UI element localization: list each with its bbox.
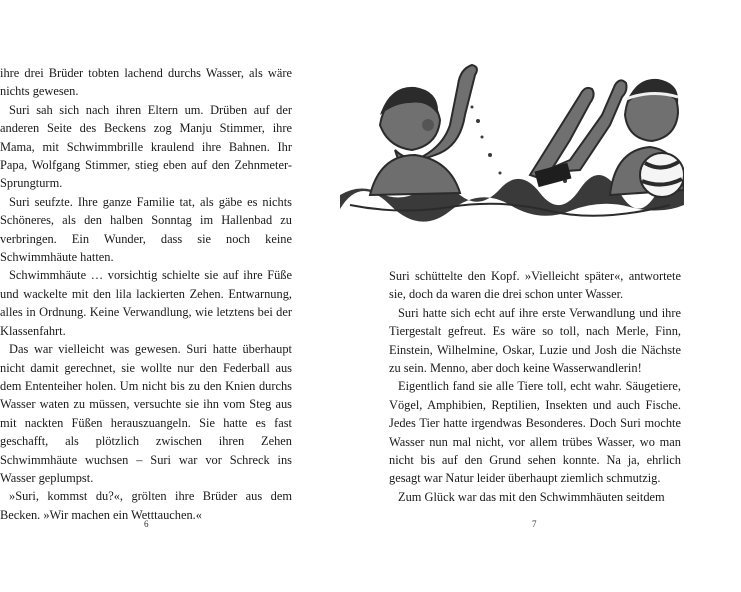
right-paragraph-1: Suri schüttelte den Kopf. »Vielleicht später«, antwortete sie, doch da waren die drei schon unter Wasser. [389, 269, 681, 302]
left-paragraph-3: Suri seufzte. Ihre ganze Familie tat, als gäbe es nichts Schöneres, als den halben Sonntag im Hallenbad zu verbringen. Ein Wunder, dass sie noch keine Schwimmhäute hatten. [0, 194, 292, 265]
right-paragraph-4: Zum Glück war das mit den Schwimmhäuten seitdem [398, 489, 665, 504]
right-page-number: 7 [532, 519, 537, 529]
left-page [0, 64, 292, 524]
left-paragraph-2: Suri sah sich nach ihren Eltern um. Drüben auf der anderen Seite des Beckens zog Manju Stimmer, ihre Mama, mit Schwimmbrille kraulend ihre Bahnen. Ihr Papa, Wolfgang Stimmer, stieg eben auf den Zehnmeter-Sprungturm. [0, 102, 292, 191]
diving-legs [530, 80, 627, 187]
left-paragraph-1: ihre drei Brüder tobten lachend durchs Wasser, als wäre nichts gewesen. [0, 66, 292, 99]
swimming-children-illustration-icon [340, 55, 684, 225]
left-page-number: 6 [144, 519, 149, 529]
right-page [389, 267, 681, 506]
left-paragraph-6: »Suri, kommst du?«, grölten ihre Brüder aus dem Becken. »Wir machen ein Wetttauchen.« [0, 489, 292, 522]
right-paragraph-3: Eigentlich fand sie alle Tiere toll, echt wahr. Säugetiere, Vögel, Amphibien, Reptilien, Insekten und auch Fische. Jedes Tier hatte irgendwas Besonderes. Doch Suri mochte Wasser nun mal nicht, vor allem trübes Wasser, wo man nicht bis auf den Grund sehen konnte. Na ja, ehrlich gesagt war Natur leider überhaupt ziemlich schmutzig. [389, 379, 681, 486]
left-paragraph-4: Schwimmhäute … vorsichtig schielte sie auf ihre Füße und wackelte mit den lila lackierten Zehen. Entwarnung, alles in Ordnung. Keine Verwandlung, wie letztens bei der Klassenfahrt. [0, 268, 292, 338]
right-paragraph-2: Suri hatte sich echt auf ihre erste Verwandlung und ihre Tiergestalt gefreut. Es wäre so toll, nach Merle, Finn, Einstein, Wilhelmine, Oskar, Luzie und Josh die Nächste zu sein. Menno, aber doch keine Wasserwandlerin! [389, 305, 681, 376]
left-child [370, 65, 477, 195]
left-paragraph-5: Das war vielleicht was gewesen. Suri hatte überhaupt nicht damit gerechnet, sie wollte nur den Federball aus dem Ententeiher holen. Um nicht bis zu den Knien durchs Wasser waten zu müssen, versuchte sie ihn vom Steg aus mit nackten Füßen herauszuangeln. Sie hatte es fast geschafft, als plötzlich zwischen ihren Zehen Schwimmhäute wuchsen – Suri war vor Schreck ins Wasser geplumpst. [0, 342, 292, 485]
